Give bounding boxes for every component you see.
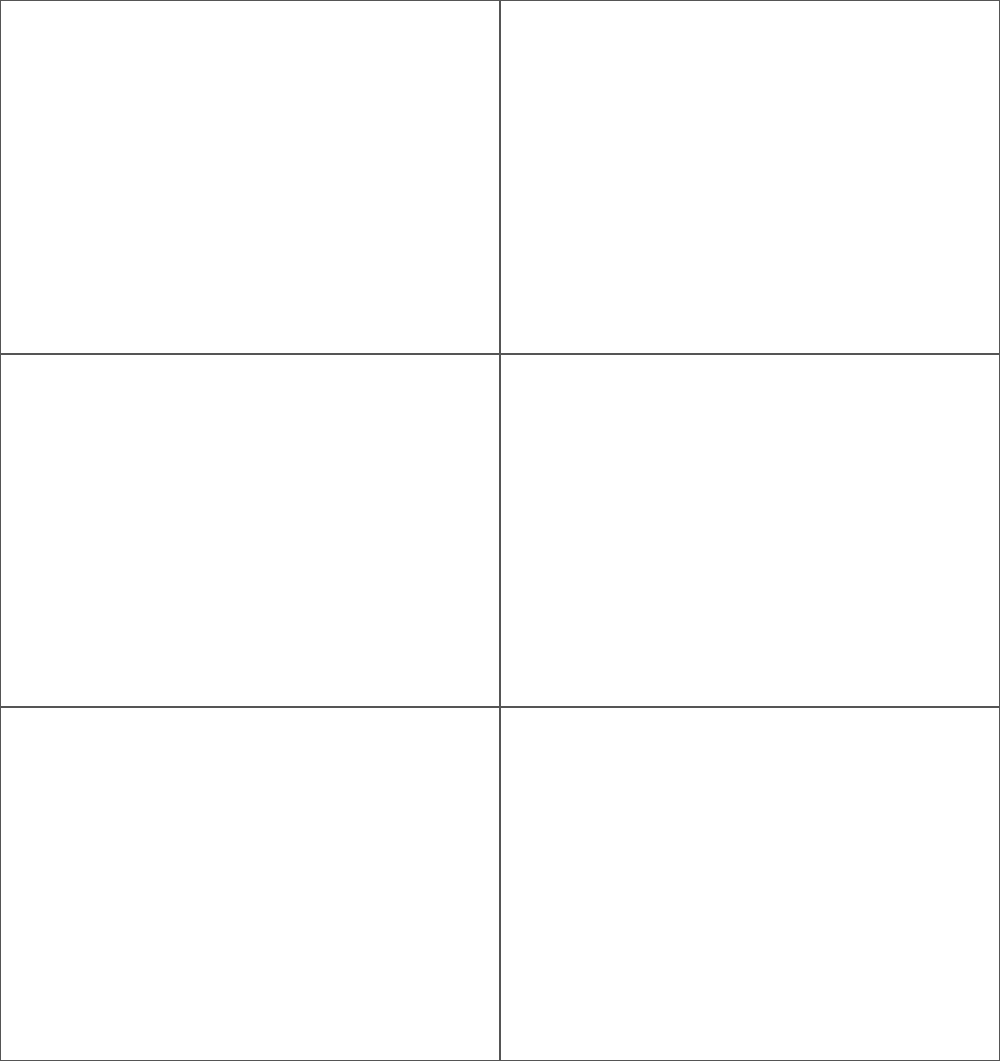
cutout-drawing-sheet-1 bbox=[501, 708, 999, 1060]
sheet-title bbox=[505, 684, 520, 694]
cutout-drawing-sheet-5 bbox=[501, 1, 999, 353]
cutout-drawing-sheet-6 bbox=[501, 355, 999, 706]
sheet-4-of-6 bbox=[0, 354, 500, 707]
sheet-1-of-6 bbox=[500, 707, 1000, 1061]
sheet-title bbox=[5, 1038, 20, 1048]
sheet-2-of-6 bbox=[0, 707, 500, 1061]
sheet-title bbox=[505, 331, 520, 341]
cutout-drawing-sheet-3 bbox=[1, 1, 499, 353]
sheet-title bbox=[505, 1038, 520, 1048]
sheet-title bbox=[5, 331, 20, 341]
cutout-drawing-sheet-2 bbox=[1, 708, 499, 1060]
sheet-5-of-6 bbox=[500, 0, 1000, 354]
cutout-drawing-sheet-4 bbox=[1, 355, 499, 706]
sheet-6-of-6 bbox=[500, 354, 1000, 707]
sheet-3-of-6 bbox=[0, 0, 500, 354]
sheet-title bbox=[5, 684, 20, 694]
